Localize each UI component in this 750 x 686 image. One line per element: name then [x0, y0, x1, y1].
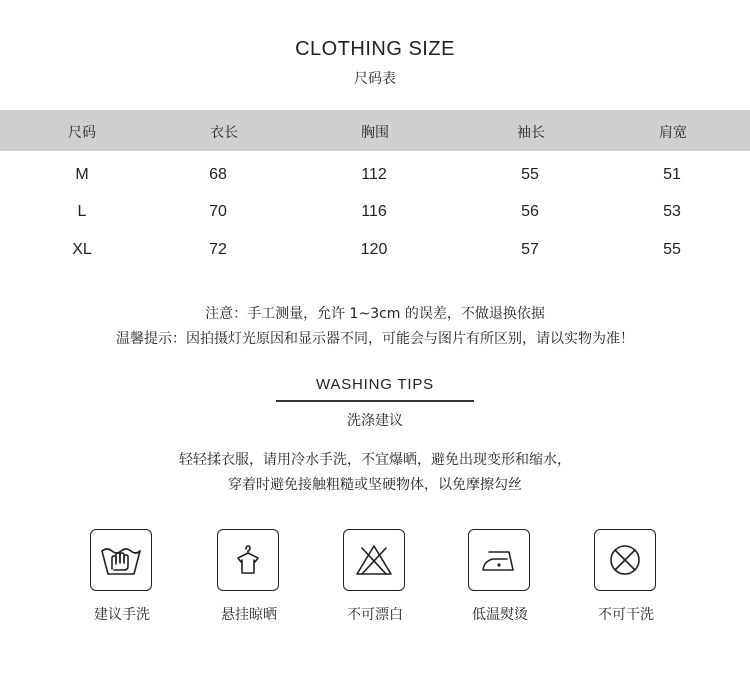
table-cell: M — [75, 166, 89, 183]
care-item-hand-wash — [90, 529, 154, 623]
washing-divider — [276, 400, 474, 402]
column-header-shoulder: 肩宽 — [659, 125, 687, 141]
washing-instruction-1: 轻轻揉衣服，请用冷水手洗，不宜爆晒，避免出现变形和缩水， — [179, 452, 571, 468]
table-cell: 120 — [360, 241, 388, 258]
page-subtitle: 尺码表 — [354, 71, 396, 87]
care-label: 低温熨烫 — [472, 607, 528, 623]
table-cell: 72 — [209, 241, 227, 258]
table-row — [0, 160, 750, 190]
size-table-header — [0, 110, 750, 151]
washing-tips-subtitle: 洗涤建议 — [347, 413, 403, 429]
washing-instruction-2: 穿着时避免接触粗糙或坚硬物体，以免摩擦勾丝 — [228, 477, 522, 493]
care-label: 不可漂白 — [347, 607, 403, 623]
table-cell: 55 — [663, 241, 681, 258]
care-item-no-bleach — [343, 529, 407, 623]
column-header-size: 尺码 — [68, 125, 96, 141]
column-header-length: 衣长 — [210, 125, 238, 141]
table-cell: 53 — [663, 203, 681, 220]
no-bleach-icon — [343, 529, 405, 591]
table-cell: L — [77, 203, 87, 220]
washing-tips-title: WASHING TIPS — [316, 376, 434, 393]
table-cell: 112 — [361, 166, 387, 183]
table-cell: 70 — [209, 203, 227, 220]
table-cell: 55 — [521, 166, 539, 183]
table-row — [0, 235, 750, 265]
table-cell: 57 — [521, 241, 539, 258]
table-cell: 51 — [663, 166, 681, 183]
care-item-hang-dry — [217, 529, 281, 623]
table-cell: 56 — [521, 203, 539, 220]
display-disclaimer: 温馨提示：因拍摄灯光原因和显示器不同，可能会与图片有所区别，请以实物为准！ — [116, 331, 634, 347]
care-label: 不可干洗 — [598, 607, 654, 623]
care-label: 悬挂晾晒 — [221, 607, 277, 623]
table-cell: 68 — [209, 166, 227, 183]
column-header-sleeve: 袖长 — [517, 125, 545, 141]
table-cell: 116 — [361, 203, 387, 220]
care-item-no-dry-clean — [594, 529, 658, 623]
care-label: 建议手洗 — [94, 607, 150, 623]
page-title: CLOTHING SIZE — [295, 38, 455, 60]
measurement-note: 注意：手工测量，允许 1~3cm 的误差，不做退换依据 — [205, 306, 545, 322]
table-row — [0, 197, 750, 227]
no-dry-clean-icon — [594, 529, 656, 591]
column-header-chest: 胸围 — [361, 125, 389, 141]
hand-wash-icon — [90, 529, 152, 591]
hang-dry-icon — [217, 529, 279, 591]
table-cell: XL — [72, 241, 92, 258]
care-item-low-iron — [468, 529, 532, 623]
low-iron-icon — [468, 529, 530, 591]
